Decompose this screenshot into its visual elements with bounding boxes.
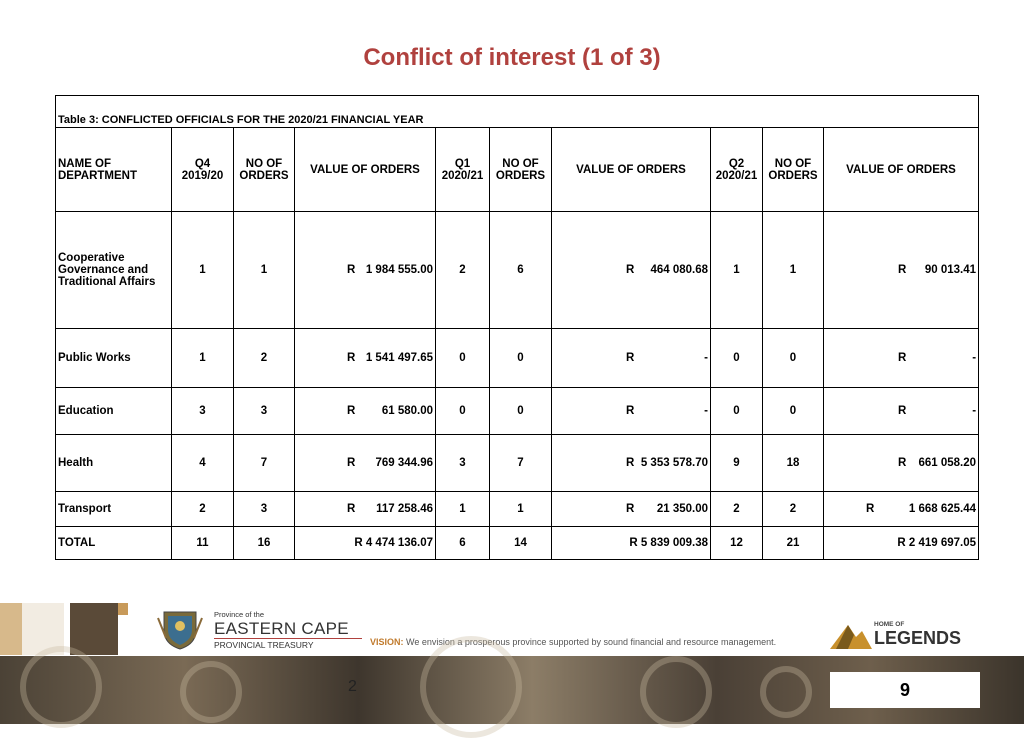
cell-q4: 1	[172, 212, 234, 329]
header-q4-value: VALUE OF ORDERS	[295, 128, 436, 212]
department-name: PROVINCIAL TREASURY	[214, 640, 314, 650]
table-header-row	[56, 128, 979, 212]
cell-q4-value	[295, 435, 436, 492]
gear-icon	[640, 656, 712, 728]
coat-of-arms-icon	[156, 608, 204, 650]
cell-q1: 0	[436, 388, 490, 435]
gear-icon	[420, 636, 522, 738]
cell-q4: 3	[172, 388, 234, 435]
vision-statement	[370, 637, 776, 647]
home-of-legends-logo	[828, 619, 962, 653]
cell-q1-value	[552, 388, 711, 435]
cell-total-label: TOTAL	[56, 527, 172, 560]
header-q2-orders: NO OF ORDERS	[763, 128, 824, 212]
eastern-cape-treasury-logo	[156, 605, 366, 653]
currency-symbol: R	[898, 352, 907, 364]
header-q2-value: VALUE OF ORDERS	[824, 128, 979, 212]
currency-symbol: R	[626, 503, 635, 515]
currency-symbol: R	[866, 503, 875, 515]
cell-q2-orders: 18	[763, 435, 824, 492]
cell-q2-value	[824, 329, 979, 388]
cell-total-q4-value: R 4 474 136.07	[295, 527, 436, 560]
cell-q2-value	[824, 388, 979, 435]
cell-q1-value	[552, 212, 711, 329]
cell-q1-orders: 6	[490, 212, 552, 329]
currency-symbol: R	[626, 405, 635, 417]
table-row	[56, 435, 979, 492]
table-row	[56, 492, 979, 527]
cell-department: Education	[56, 388, 172, 435]
header-q4: Q4 2019/20	[172, 128, 234, 212]
cell-q4-orders: 7	[234, 435, 295, 492]
cell-q2-orders: 1	[763, 212, 824, 329]
cell-department: Public Works	[56, 329, 172, 388]
cell-q4-orders: 1	[234, 212, 295, 329]
amount: 90 013.41	[924, 264, 977, 276]
currency-symbol: R	[347, 503, 356, 515]
gear-icon	[760, 666, 812, 718]
cell-q4: 2	[172, 492, 234, 527]
table-caption: Table 3: CONFLICTED OFFICIALS FOR THE 2020/21 FINANCIAL YEAR	[56, 96, 979, 128]
cell-q2-value	[824, 492, 979, 527]
currency-symbol: R	[898, 264, 907, 276]
vision-label: VISION:	[370, 637, 404, 647]
cell-q4-value	[295, 212, 436, 329]
mountain-icon	[828, 619, 874, 651]
cell-q4-orders: 2	[234, 329, 295, 388]
cell-q1-value	[552, 435, 711, 492]
amount: 1 668 625.44	[908, 503, 977, 515]
table-row	[56, 212, 979, 329]
province-name: EASTERN CAPE	[214, 619, 349, 638]
cell-q4: 1	[172, 329, 234, 388]
table-total-row	[56, 527, 979, 560]
amount: 464 080.68	[650, 264, 708, 276]
cell-q4: 4	[172, 435, 234, 492]
cell-q1: 0	[436, 329, 490, 388]
cell-total-q4-orders: 16	[234, 527, 295, 560]
cell-total-q2-value: R 2 419 697.05	[824, 527, 979, 560]
amount: 61 580.00	[381, 405, 433, 417]
header-q1-value: VALUE OF ORDERS	[552, 128, 711, 212]
amount: -	[972, 405, 977, 417]
amount: 769 344.96	[375, 457, 433, 469]
currency-symbol: R	[898, 457, 907, 469]
cell-q4-orders: 3	[234, 492, 295, 527]
header-q1: Q1 2020/21	[436, 128, 490, 212]
decorative-stripe	[0, 603, 22, 655]
cell-q1: 3	[436, 435, 490, 492]
cell-q1-value	[552, 492, 711, 527]
slide-number: 2	[348, 678, 357, 695]
legends-name: LEGENDS	[874, 628, 962, 648]
divider	[214, 638, 362, 639]
cell-q4-orders: 3	[234, 388, 295, 435]
cell-q2-value	[824, 435, 979, 492]
legends-home-text: HOME OF	[874, 621, 905, 628]
cell-total-q2-orders: 21	[763, 527, 824, 560]
amount: -	[972, 352, 977, 364]
header-q1-orders: NO OF ORDERS	[490, 128, 552, 212]
cell-q2: 1	[711, 212, 763, 329]
amount: 1 541 497.65	[365, 352, 433, 364]
decorative-stripe	[70, 603, 118, 655]
cell-q2: 9	[711, 435, 763, 492]
cell-total-q2: 12	[711, 527, 763, 560]
cell-q4-value	[295, 492, 436, 527]
cell-total-q1-value: R 5 839 009.38	[552, 527, 711, 560]
cell-q2: 0	[711, 388, 763, 435]
amount: 21 350.00	[656, 503, 708, 515]
cell-q2-orders: 0	[763, 388, 824, 435]
cell-total-q1: 6	[436, 527, 490, 560]
header-q2: Q2 2020/21	[711, 128, 763, 212]
amount: 661 058.20	[918, 457, 977, 469]
cell-q2: 2	[711, 492, 763, 527]
amount: 5 353 578.70	[640, 457, 708, 469]
currency-symbol: R	[626, 352, 635, 364]
header-department: NAME OF DEPARTMENT	[56, 128, 172, 212]
decorative-stripe	[118, 603, 128, 615]
currency-symbol: R	[347, 352, 356, 364]
page-title: Conflict of interest (1 of 3)	[363, 44, 661, 71]
cell-q2-orders: 2	[763, 492, 824, 527]
footer-band	[0, 603, 1024, 724]
amount: 1 984 555.00	[365, 264, 433, 276]
cell-q4-value	[295, 329, 436, 388]
page-number: 9	[830, 672, 980, 708]
cell-q2-value	[824, 212, 979, 329]
province-small-text: Province of the	[214, 610, 265, 619]
conflicted-officials-table	[55, 95, 979, 560]
cell-q1-value	[552, 329, 711, 388]
amount: -	[704, 352, 708, 364]
gear-icon	[20, 646, 102, 728]
cell-q1-orders: 0	[490, 388, 552, 435]
cell-q1-orders: 0	[490, 329, 552, 388]
table-row	[56, 388, 979, 435]
gear-icon	[180, 661, 242, 723]
currency-symbol: R	[347, 264, 356, 276]
cell-q1-orders: 7	[490, 435, 552, 492]
cell-q2-orders: 0	[763, 329, 824, 388]
amount: 117 258.46	[376, 503, 433, 515]
table-row	[56, 329, 979, 388]
amount: -	[704, 405, 708, 417]
cell-department: Transport	[56, 492, 172, 527]
currency-symbol: R	[626, 264, 635, 276]
currency-symbol: R	[347, 457, 356, 469]
cell-total-q1-orders: 14	[490, 527, 552, 560]
cell-q4-value	[295, 388, 436, 435]
currency-symbol: R	[626, 457, 635, 469]
vision-text: We envision a prosperous province supported by sound financial and resource management.	[406, 637, 777, 647]
cell-total-q4: 11	[172, 527, 234, 560]
cell-department: Health	[56, 435, 172, 492]
cell-q1: 2	[436, 212, 490, 329]
cell-department: Cooperative Governance and Traditional Affairs	[56, 212, 172, 329]
cell-q1: 1	[436, 492, 490, 527]
currency-symbol: R	[347, 405, 356, 417]
header-q4-orders: NO OF ORDERS	[234, 128, 295, 212]
currency-symbol: R	[898, 405, 907, 417]
cell-q1-orders: 1	[490, 492, 552, 527]
cell-q2: 0	[711, 329, 763, 388]
